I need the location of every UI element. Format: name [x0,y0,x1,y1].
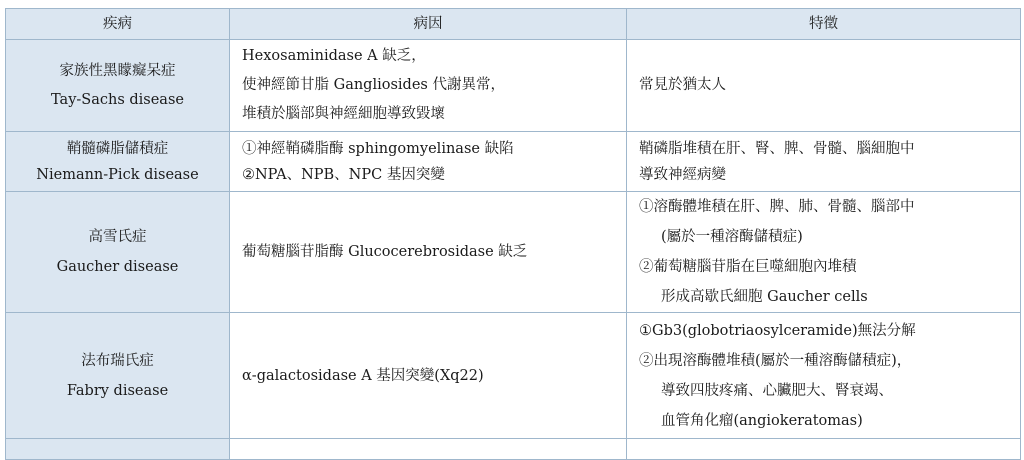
header-row [6,9,1021,40]
header-feature: 特徵 [627,9,1021,40]
feature-line: 導致四肢疼痛、心臟肥大、腎衰竭、 [661,382,893,399]
disease-name-cell [6,313,230,439]
disease-table [5,8,1021,460]
table-row [6,192,1021,313]
cause-line: Hexosaminidase A 缺乏， [242,48,426,64]
feature-line: 血管角化瘤(angiokeratomas) [661,412,863,429]
feature-cell [627,313,1021,439]
cause-line: α-galactosidase A 基因突變(Xq22) [242,367,484,384]
disease-name-en: Niemann-Pick disease [36,166,199,183]
feature-cell [627,132,1021,192]
disease-name-cell [6,132,230,192]
feature-line: 常見於猶太人 [639,77,726,93]
cause-cell [230,192,627,313]
cause-cell [230,40,627,132]
feature-line: 導致神經病變 [639,166,726,183]
feature-cell [627,192,1021,313]
feature-line: ①Gb3(globotriaosylceramide)無法分解 [639,322,916,339]
table-row [6,40,1021,132]
cause-line: 堆積於腦部與神經細胞導致毀壞 [242,106,445,122]
feature-line: 形成高歇氏細胞 Gaucher cells [661,289,868,305]
cause-line: 使神經節甘脂 Gangliosides 代謝異常， [242,77,505,93]
table-row [6,132,1021,192]
disease-name-en: Gaucher disease [56,259,179,275]
cause-cell [230,313,627,439]
feature-line: ②出現溶酶體堆積(屬於一種溶酶儲積症)， [639,352,912,369]
header-disease: 疾病 [6,9,230,40]
table-row [6,313,1021,439]
cause-cell [230,132,627,192]
feature-cell [627,40,1021,132]
feature-line: 鞘磷脂堆積在肝、腎、脾、骨髓、腦細胞中 [639,140,915,157]
feature-line: ①溶酶體堆積在肝、脾、肺、骨髓、腦部中 [639,199,915,215]
disease-name-zh: 高雪氏症 [88,229,147,245]
disease-name-en: Fabry disease [66,382,169,399]
cause-line: 葡萄糖腦苷脂酶 Glucocerebrosidase 缺乏 [242,244,528,260]
disease-name-zh: 法布瑞氏症 [81,352,154,369]
header-cause: 病因 [230,9,627,40]
feature-line: ②葡萄糖腦苷脂在巨噬細胞內堆積 [639,259,857,275]
feature-line: (屬於一種溶酶儲積症) [661,229,803,245]
cause-line: ②NPA、NPB、NPC 基因突變 [242,166,445,183]
disease-name-zh: 家族性黑矇癡呆症 [59,62,176,79]
disease-name-cell [6,192,230,313]
disease-name-cell [6,40,230,132]
disease-name-en: Tay-Sachs disease [51,91,184,108]
cause-line: ①神經鞘磷脂酶 sphingomyelinase 缺陷 [242,140,514,157]
disease-name-zh: 鞘髓磷脂儲積症 [66,140,169,157]
